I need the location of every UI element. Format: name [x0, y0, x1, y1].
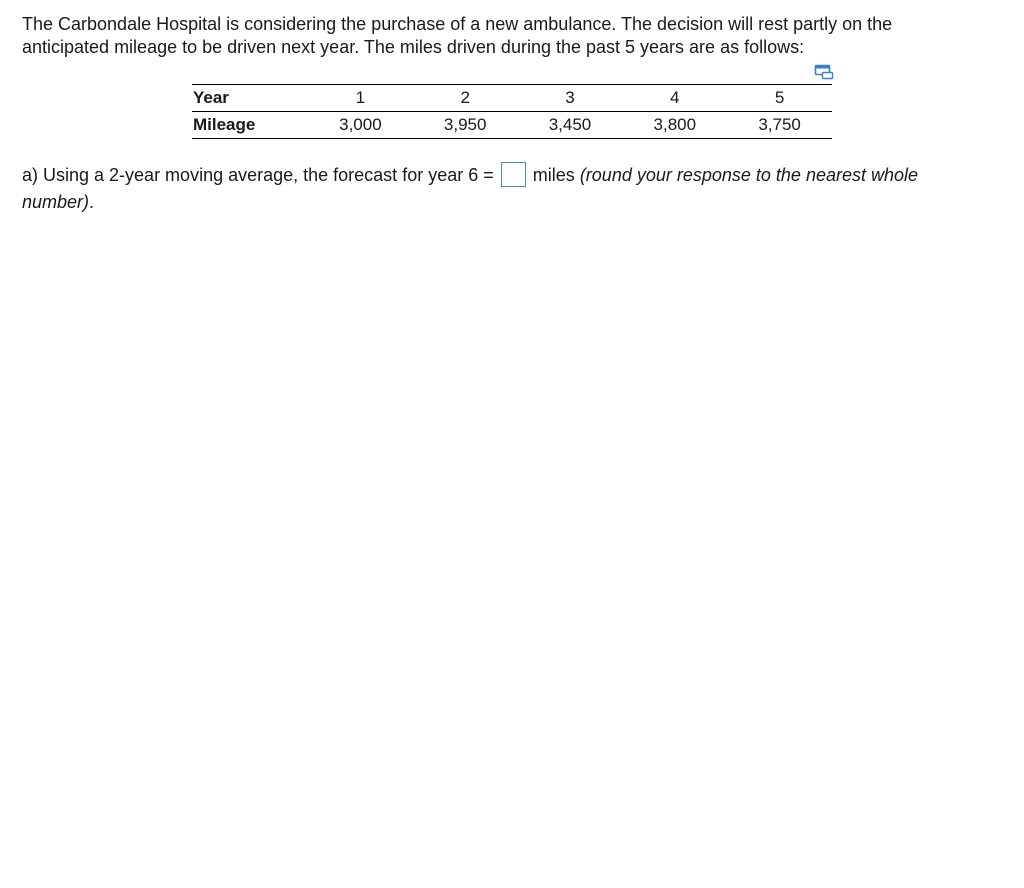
year-cell: 3	[518, 85, 623, 112]
rounding-hint: (round your response to the nearest whole number)	[22, 165, 919, 212]
forecast-answer-input[interactable]	[501, 162, 526, 187]
mileage-cell: 3,750	[727, 112, 832, 139]
row-header-year: Year	[192, 85, 308, 112]
row-header-mileage: Mileage	[192, 112, 308, 139]
mileage-cell: 3,450	[518, 112, 623, 139]
question-a-end: .	[89, 192, 95, 212]
mileage-cell: 3,800	[622, 112, 727, 139]
problem-intro: The Carbondale Hospital is considering the purchase of a new ambulance. The decision will rest partly on the anticipated mileage to be driven next year. The miles driven during the past 5 years are as follows:	[22, 14, 893, 57]
table-row-year	[192, 85, 832, 112]
year-cell: 2	[413, 85, 518, 112]
year-cell: 5	[727, 85, 832, 112]
copy-data-icon[interactable]	[814, 64, 834, 80]
year-cell: 1	[308, 85, 413, 112]
mileage-data-table	[192, 84, 832, 139]
question-a-prefix: a) Using a 2-year moving average, the forecast for year 6 =	[22, 165, 494, 185]
table-row-mileage	[192, 112, 832, 139]
mileage-cell: 3,950	[413, 112, 518, 139]
question-a	[22, 162, 982, 216]
mileage-cell: 3,000	[308, 112, 413, 139]
question-a-unit: miles	[532, 165, 575, 185]
year-cell: 4	[622, 85, 727, 112]
